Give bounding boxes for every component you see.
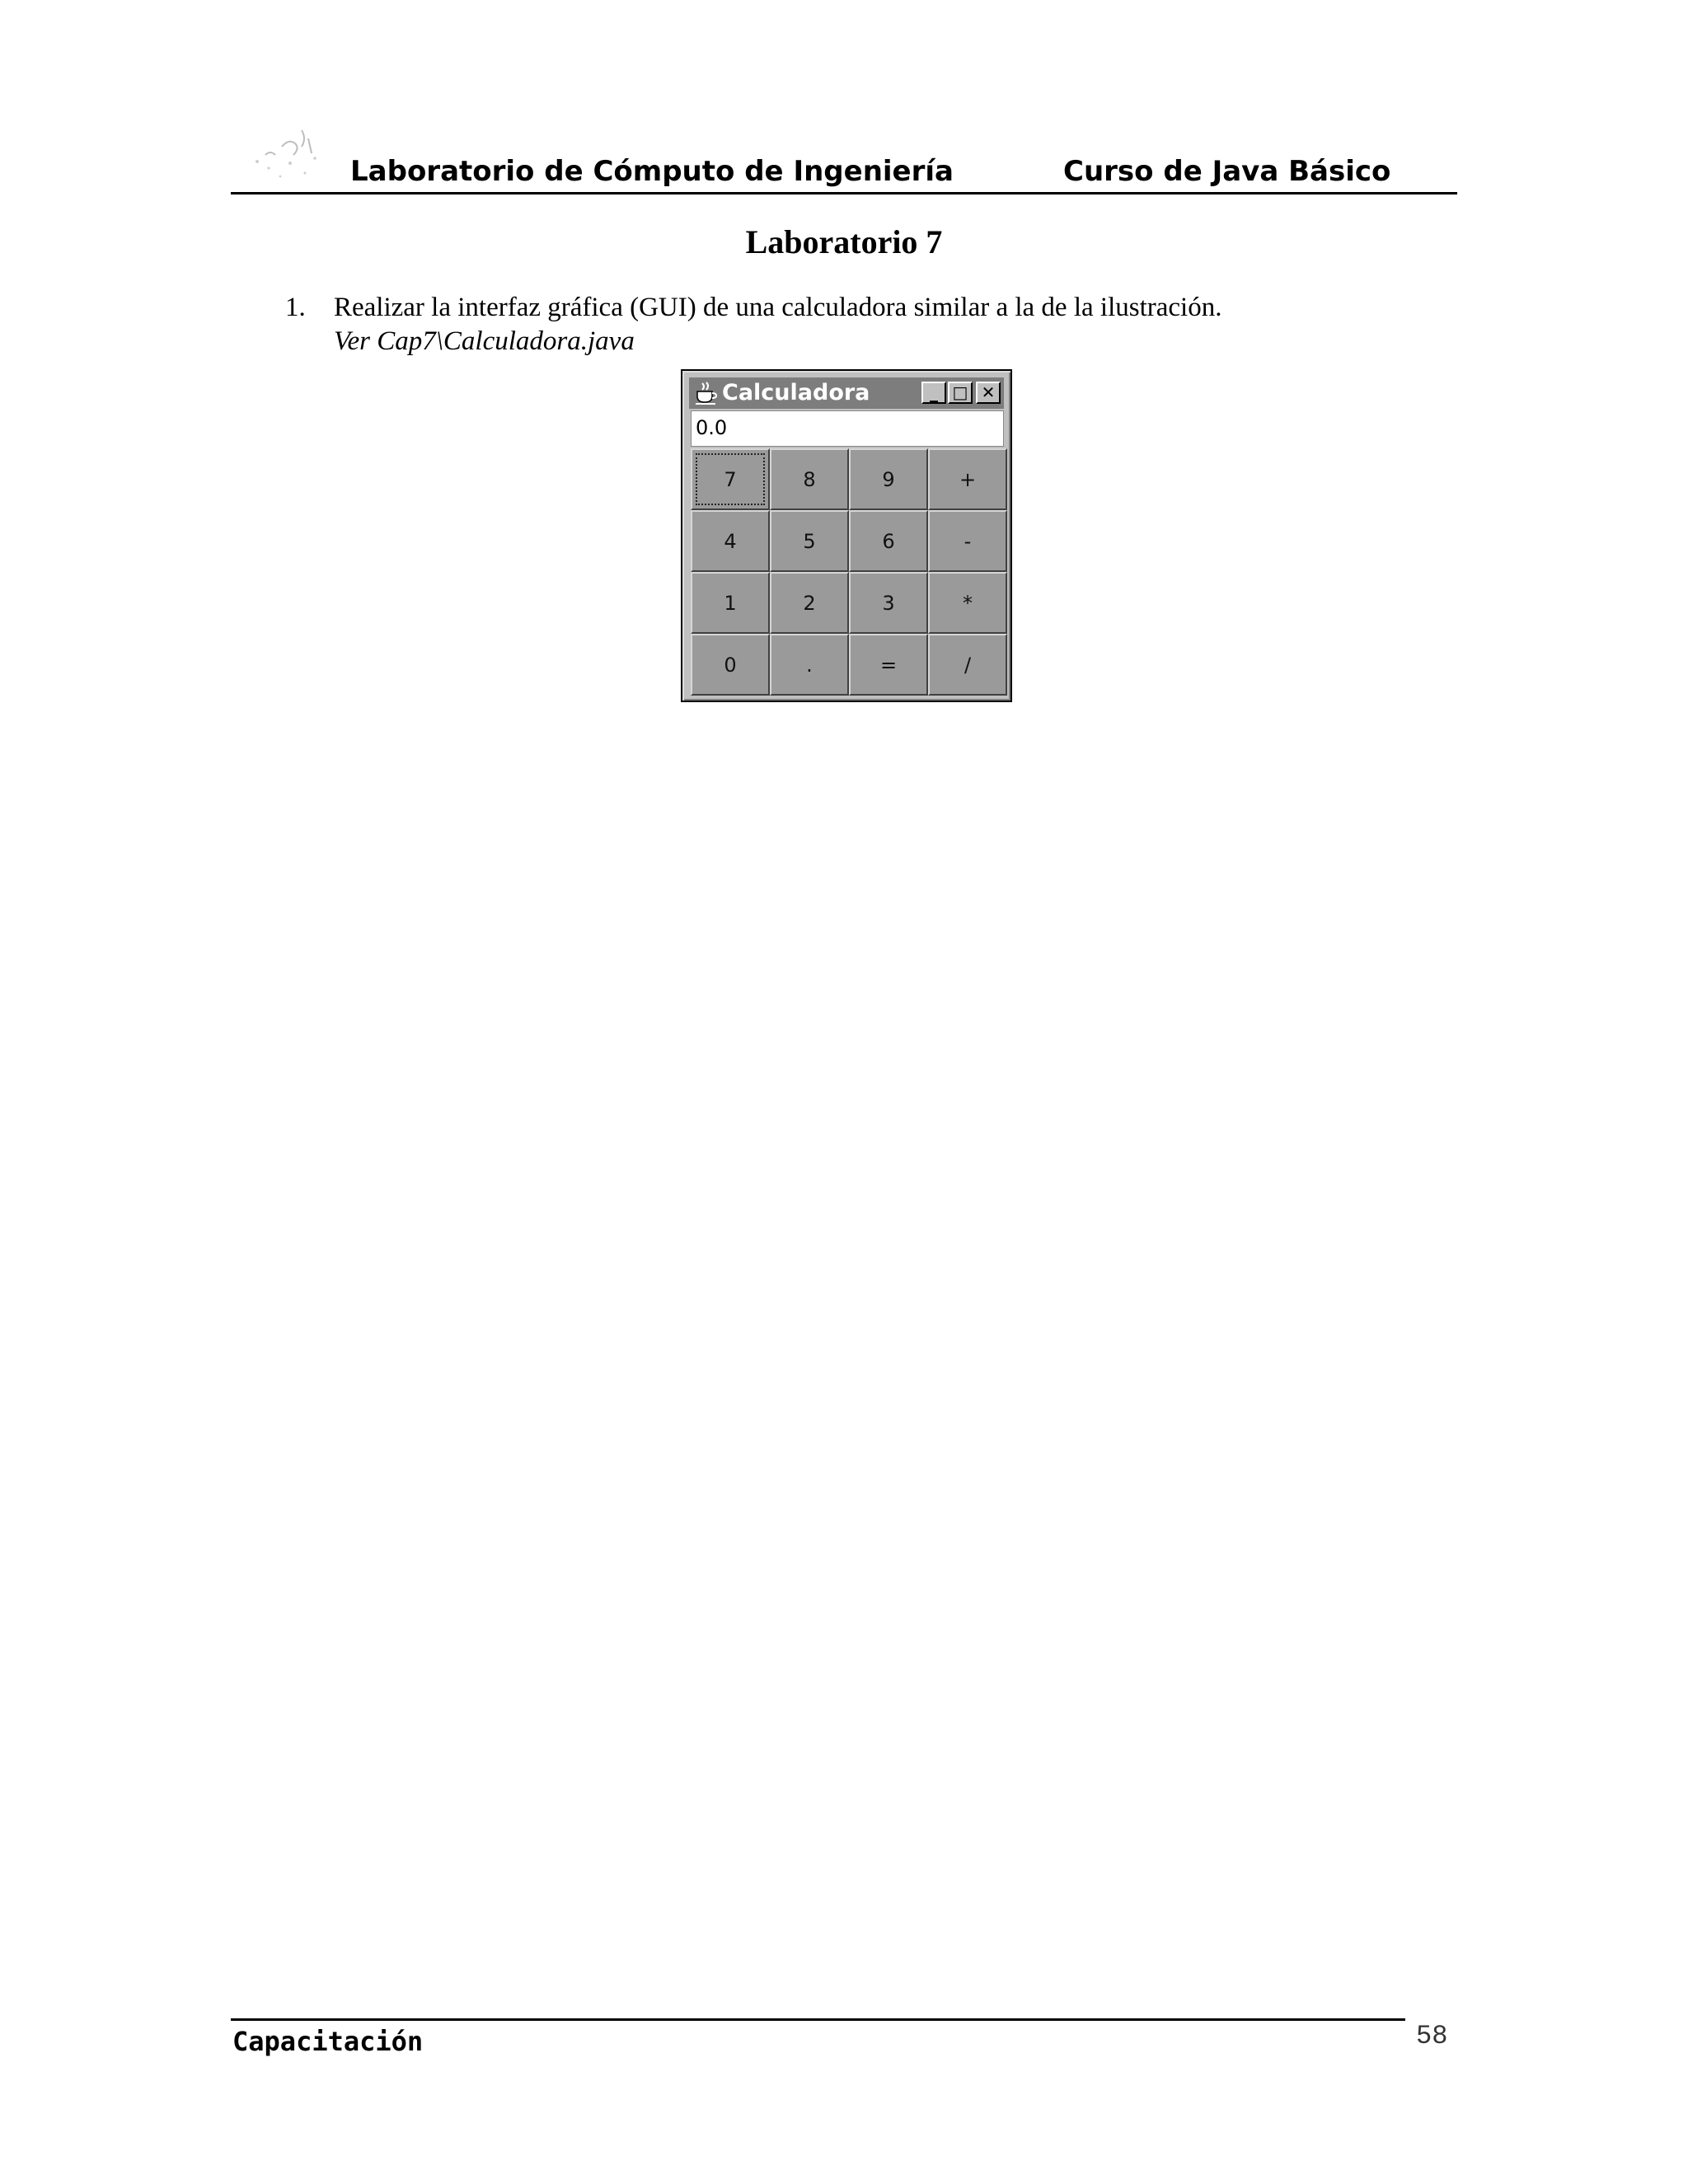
key-plus[interactable]: + <box>928 448 1007 510</box>
header-lab-name: Laboratorio de Cómputo de Ingeniería <box>350 155 954 188</box>
key-6[interactable]: 6 <box>849 510 928 572</box>
header-divider <box>231 192 1457 194</box>
logo-icon <box>232 122 330 188</box>
exercise-text: Realizar la interfaz gráfica (GUI) de una calculadora similar a la de la ilustración. <box>334 293 1222 322</box>
close-button[interactable]: ✕ <box>976 382 1001 404</box>
page-title: Laboratorio 7 <box>745 223 943 260</box>
window-title: Calculadora <box>722 380 870 405</box>
exercise-reference: Ver Cap7\Calculadora.java <box>334 326 635 356</box>
maximize-button[interactable]: □ <box>948 382 973 404</box>
key-3[interactable]: 3 <box>849 572 928 634</box>
key-divide[interactable]: / <box>928 634 1007 696</box>
header-course-name: Curso de Java Básico <box>1063 155 1391 188</box>
page-number: 58 <box>1416 2021 1448 2051</box>
footer-divider <box>231 2018 1405 2021</box>
minimize-button[interactable]: _ <box>921 382 946 404</box>
key-4[interactable]: 4 <box>691 510 770 572</box>
exercise-number: 1. <box>285 293 306 322</box>
key-multiply[interactable]: * <box>928 572 1007 634</box>
key-decimal[interactable]: . <box>770 634 849 696</box>
key-2[interactable]: 2 <box>770 572 849 634</box>
key-equals[interactable]: = <box>849 634 928 696</box>
key-minus[interactable]: - <box>928 510 1007 572</box>
key-5[interactable]: 5 <box>770 510 849 572</box>
key-1[interactable]: 1 <box>691 572 770 634</box>
footer-label: Capacitación <box>232 2026 424 2057</box>
key-0[interactable]: 0 <box>691 634 770 696</box>
key-9[interactable]: 9 <box>849 448 928 510</box>
calculator-keypad <box>691 448 1007 696</box>
key-7[interactable]: 7 <box>691 448 770 510</box>
calculator-window <box>681 369 1012 702</box>
calculator-display[interactable]: 0.0 <box>691 410 1004 447</box>
java-cup-icon <box>692 380 719 406</box>
key-8[interactable]: 8 <box>770 448 849 510</box>
window-titlebar[interactable] <box>689 377 1004 409</box>
